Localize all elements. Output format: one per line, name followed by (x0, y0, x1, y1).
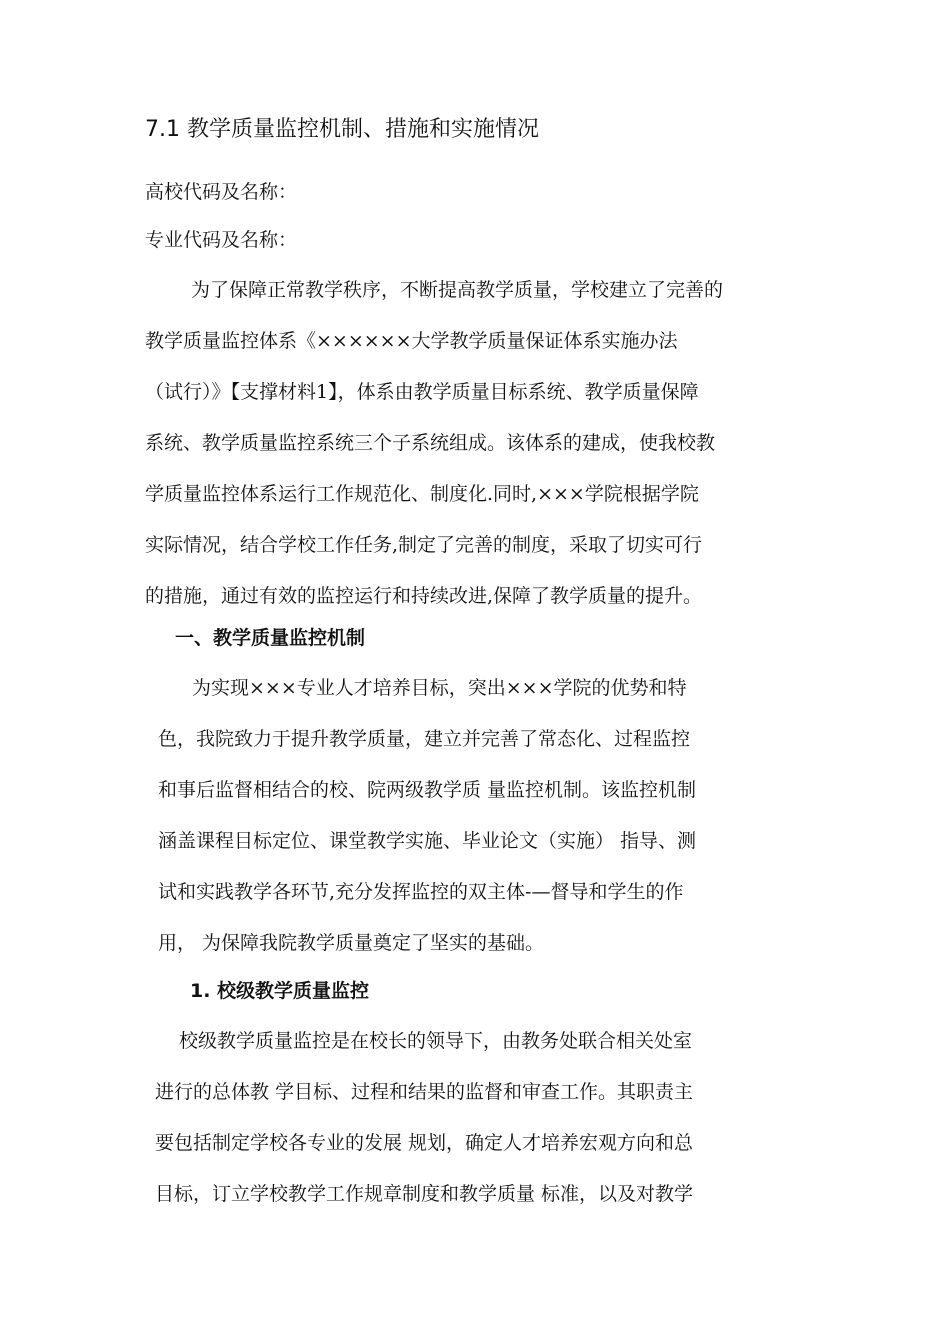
paragraph-line: 进行的总体教 学目标、过程和结果的监督和审查工作。其职责主 (155, 1081, 694, 1103)
paragraph-line: 色，我院致力于提升教学质量，建立并完善了常态化、过程监控 (158, 728, 691, 750)
section-heading: 一、教学质量监控机制 (175, 627, 366, 649)
paragraph-line: 要包括制定学校各专业的发展 规划，确定人才培养宏观方向和总 (155, 1132, 694, 1154)
school-code-label: 高校代码及名称： (145, 181, 298, 203)
intro-paragraph (145, 265, 815, 622)
paragraph-line: 用， 为保障我院教学质量奠定了坚实的基础。 (158, 932, 545, 954)
paragraph-line: 目标，订立学校教学工作规章制度和教学质量 标准，以及对教学 (155, 1183, 694, 1205)
paragraph-line: 教学质量监控体系《××××××大学教学质量保证体系实施办法 (145, 330, 678, 352)
paragraph-line: 为实现×××专业人才培养目标，突出×××学院的优势和特 (192, 677, 687, 699)
paragraph-line: （试行）》【支撑材料1】，体系由教学质量目标系统、教学质量保障 (145, 381, 699, 403)
section1-paragraph (158, 663, 808, 969)
subsection-heading: 1. 校级教学质量监控 (190, 980, 370, 1002)
major-code-label: 专业代码及名称： (145, 229, 298, 251)
paragraph-line: 实际情况，结合学校工作任务,制定了完善的制度，采取了切实可行 (145, 534, 703, 556)
paragraph-line: 校级教学质量监控是在校长的领导下，由教务处联合相关处室 (179, 1030, 693, 1052)
paragraph-line: 学质量监控体系运行工作规范化、制度化.同时,×××学院根据学院 (145, 483, 699, 505)
paragraph-line: 涵盖课程目标定位、课堂教学实施、毕业论文（实施） 指导、测 (158, 830, 697, 852)
subsection1-paragraph (155, 1016, 805, 1220)
paragraph-line: 的措施，通过有效的监控运行和持续改进,保障了教学质量的提升。 (145, 585, 703, 607)
paragraph-line: 为了保障正常教学秩序，不断提高教学质量，学校建立了完善的 (191, 279, 724, 301)
paragraph-line: 试和实践教学各环节,充分发挥监控的双主体-—督导和学生的作 (158, 881, 684, 903)
paragraph-line: 系统、教学质量监控系统三个子系统组成。该体系的建成，使我校教 (145, 432, 716, 454)
page-title: 7.1 教学质量监控机制、措施和实施情况 (145, 117, 539, 142)
paragraph-line: 和事后监督相结合的校、院两级教学质 量监控机制。该监控机制 (158, 779, 697, 801)
